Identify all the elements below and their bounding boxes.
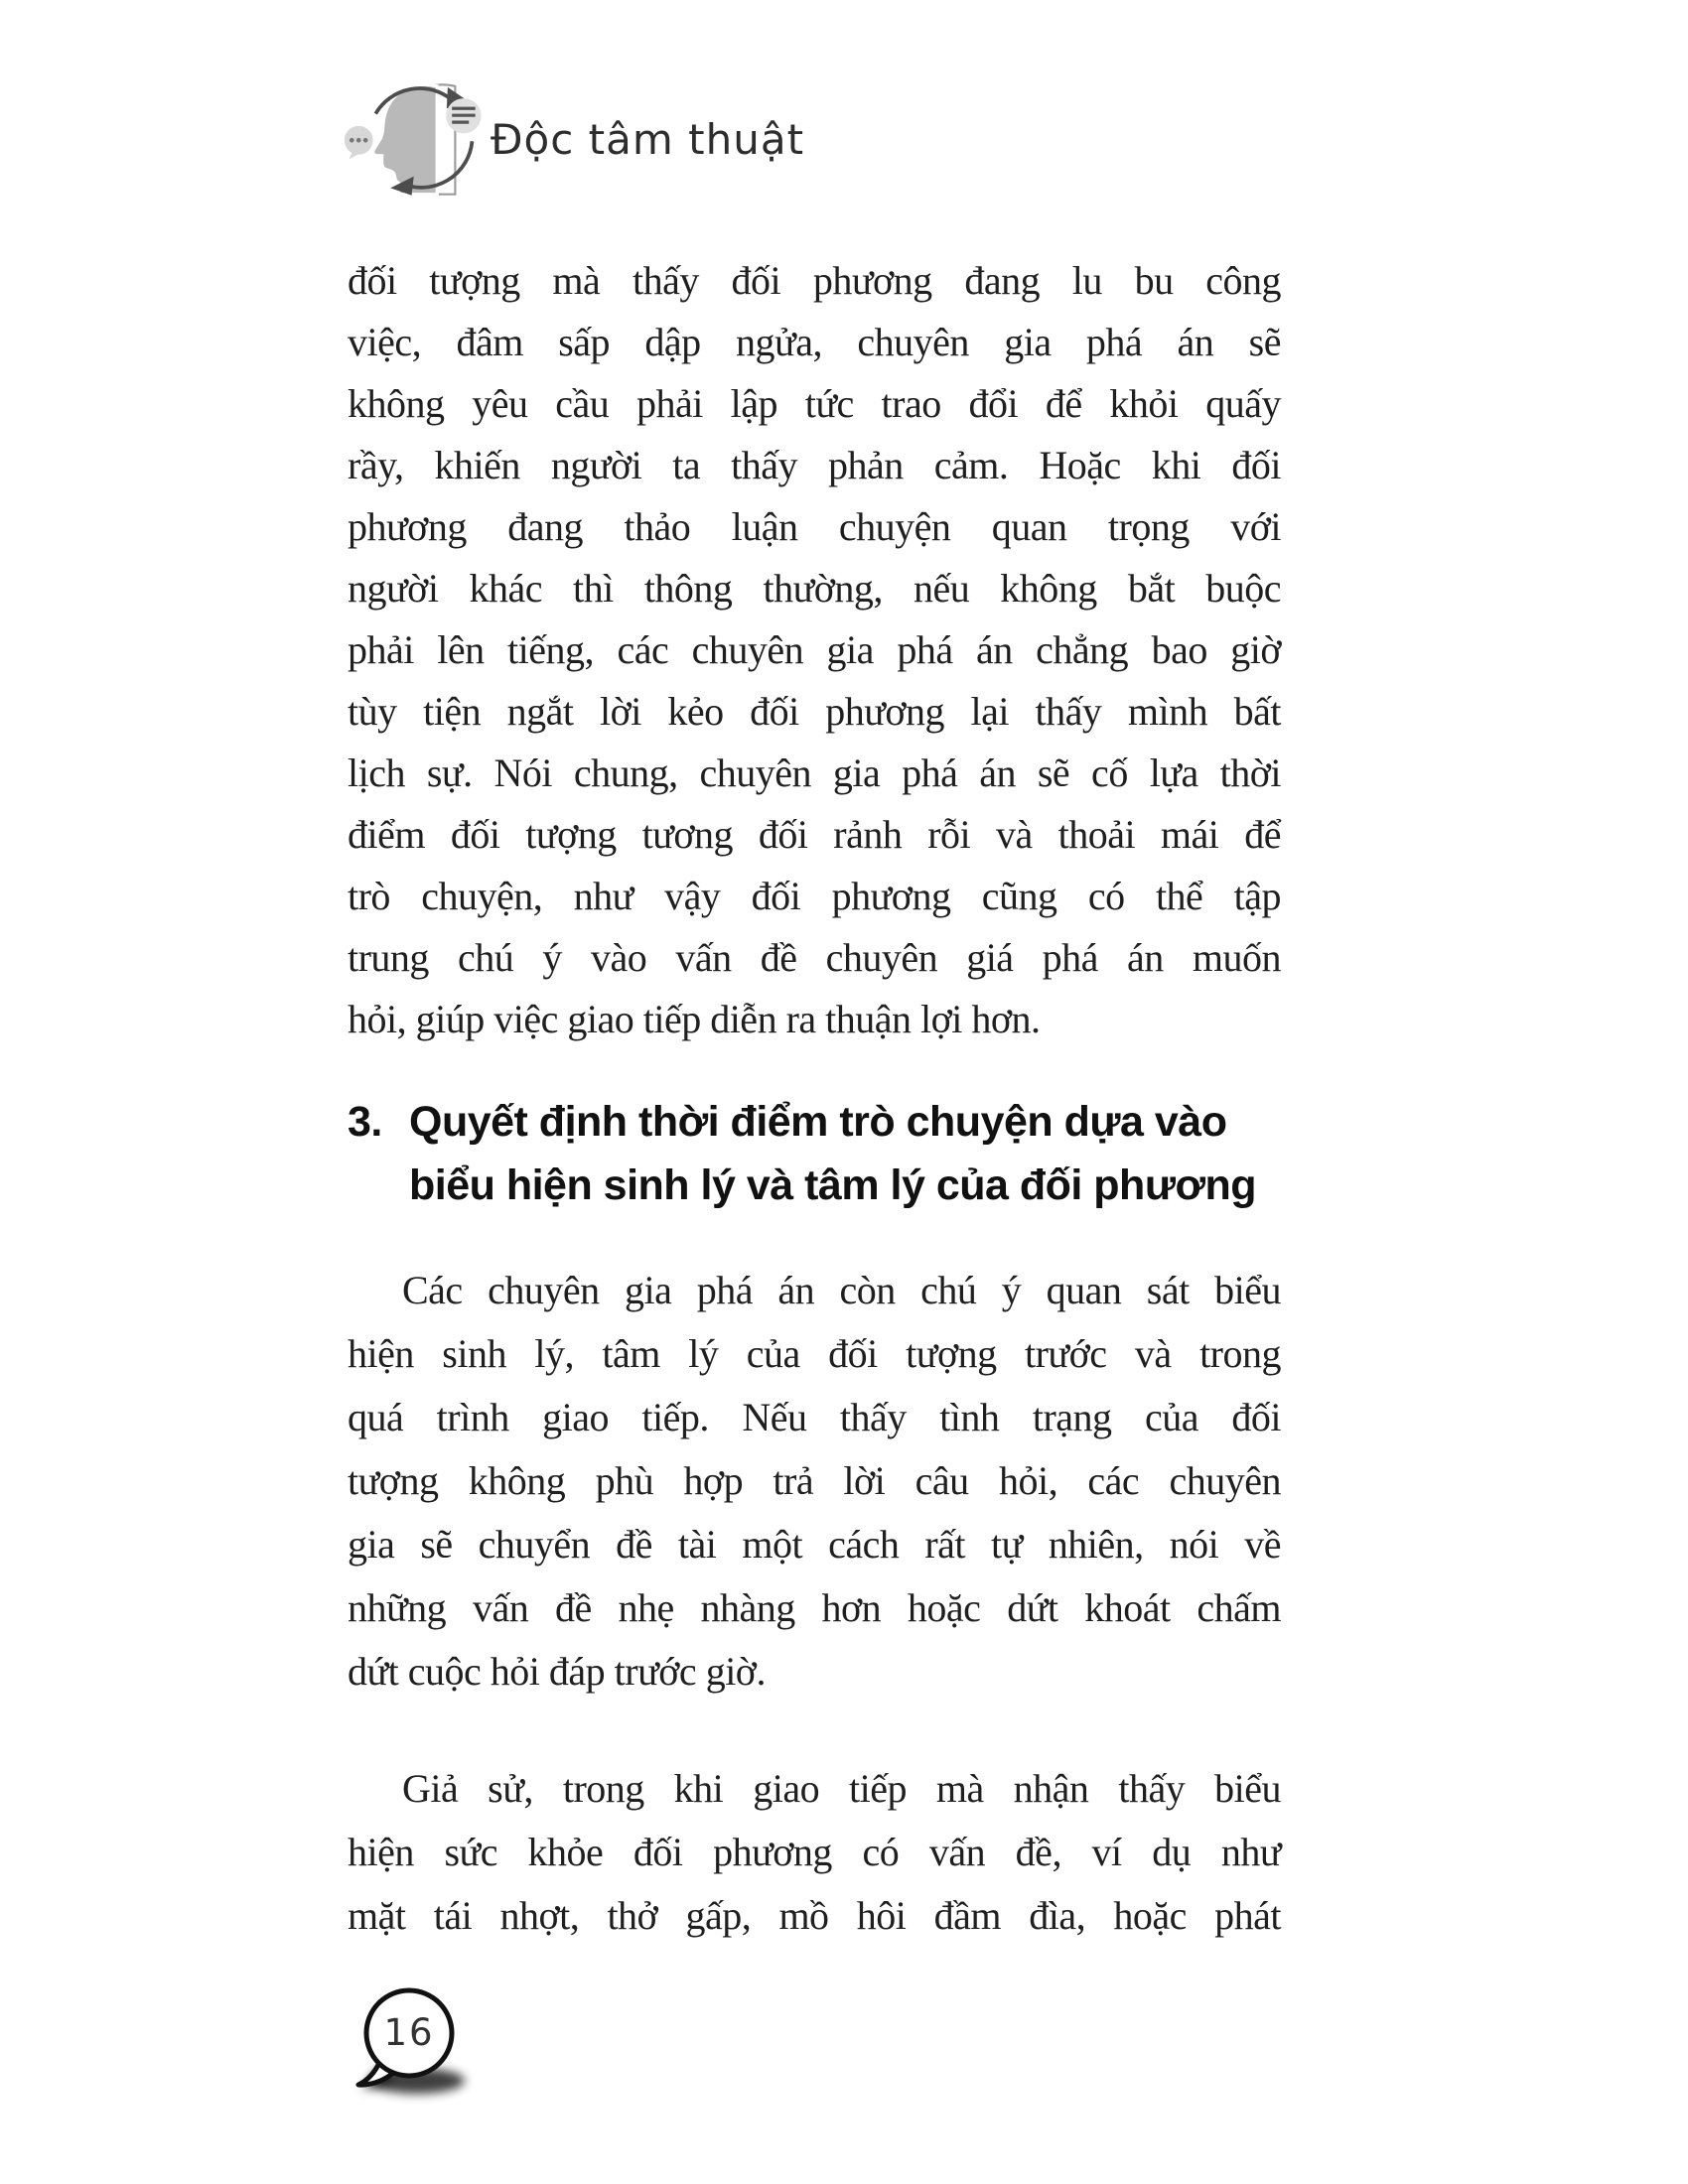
text-line: Giả sử, trong khi giao tiếp mà nhận thấy biểu <box>402 1766 1281 1811</box>
text-line: không yêu cầu phải lập tức trao đổi để khỏi quấy <box>348 381 1281 426</box>
text-line: tùy tiện ngắt lời kẻo đối phương lại thấy mình bất <box>348 689 1281 734</box>
head-profile-icon <box>344 73 492 199</box>
body-paragraph <box>348 1757 1281 1948</box>
text-line: hiện sinh lý, tâm lý của đối tượng trước và trong <box>348 1331 1281 1376</box>
text-column <box>348 250 1281 1948</box>
text-line: những vấn đề nhẹ nhàng hơn hoặc dứt khoát chấm <box>348 1585 1281 1630</box>
text-line: đối tượng mà thấy đối phương đang lu bu công <box>348 258 1281 303</box>
text-line: điểm đối tượng tương đối rảnh rỗi và thoải mái để <box>348 812 1281 857</box>
text-line: người khác thì thông thường, nếu không bắt buộc <box>348 566 1281 611</box>
text-line: rầy, khiến người ta thấy phản cảm. Hoặc khi đối <box>348 443 1281 487</box>
text-line: hỏi, giúp việc giao tiếp diễn ra thuận lợi hơn. <box>348 997 1041 1041</box>
text-line: hiện sức khỏe đối phương có vấn đề, ví dụ như <box>348 1830 1281 1874</box>
text-speech-bubble-icon <box>446 98 481 133</box>
text-line: việc, đâm sấp dập ngửa, chuyên gia phá án sẽ <box>348 320 1281 364</box>
body-paragraph <box>348 1259 1281 1704</box>
text-line: tượng không phù hợp trả lời câu hỏi, các chuyên <box>348 1458 1281 1503</box>
text-line: gia sẽ chuyển đề tài một cách rất tự nhiên, nói về <box>348 1522 1281 1567</box>
text-line: lịch sự. Nói chung, chuyên gia phá án sẽ cố lựa thời <box>348 751 1281 795</box>
mind-reading-logo <box>344 73 492 199</box>
text-line: trò chuyện, như vậy đối phương cũng có thể tập <box>348 874 1281 918</box>
dots-speech-bubble-icon <box>345 126 373 160</box>
text-line: quá trình giao tiếp. Nếu thấy tình trạng của đối <box>348 1395 1281 1439</box>
heading-number: 3. <box>348 1098 382 1146</box>
heading-text <box>409 1090 1256 1217</box>
text-line: Các chuyên gia phá án còn chú ý quan sát biểu <box>402 1268 1281 1312</box>
page-number-badge <box>348 1981 496 2111</box>
heading-line: Quyết định thời điểm trò chuyện dựa vào <box>409 1098 1227 1146</box>
body-paragraph <box>348 250 1281 1050</box>
text-line: mặt tái nhợt, thở gấp, mồ hôi đầm đìa, hoặc phát <box>348 1893 1281 1938</box>
page-number: 16 <box>383 2011 435 2054</box>
heading-line: biểu hiện sinh lý và tâm lý của đối phương <box>409 1161 1257 1209</box>
text-line: dứt cuộc hỏi đáp trước giờ. <box>348 1649 766 1694</box>
book-title: Độc tâm thuật <box>491 115 805 164</box>
text-line: trung chú ý vào vấn đề chuyên giá phá án muốn <box>348 935 1281 980</box>
text-line: phải lên tiếng, các chuyên gia phá án chẳng bao giờ <box>348 627 1281 672</box>
section-heading <box>348 1090 1281 1217</box>
text-line: phương đang thảo luận chuyện quan trọng với <box>348 504 1281 549</box>
